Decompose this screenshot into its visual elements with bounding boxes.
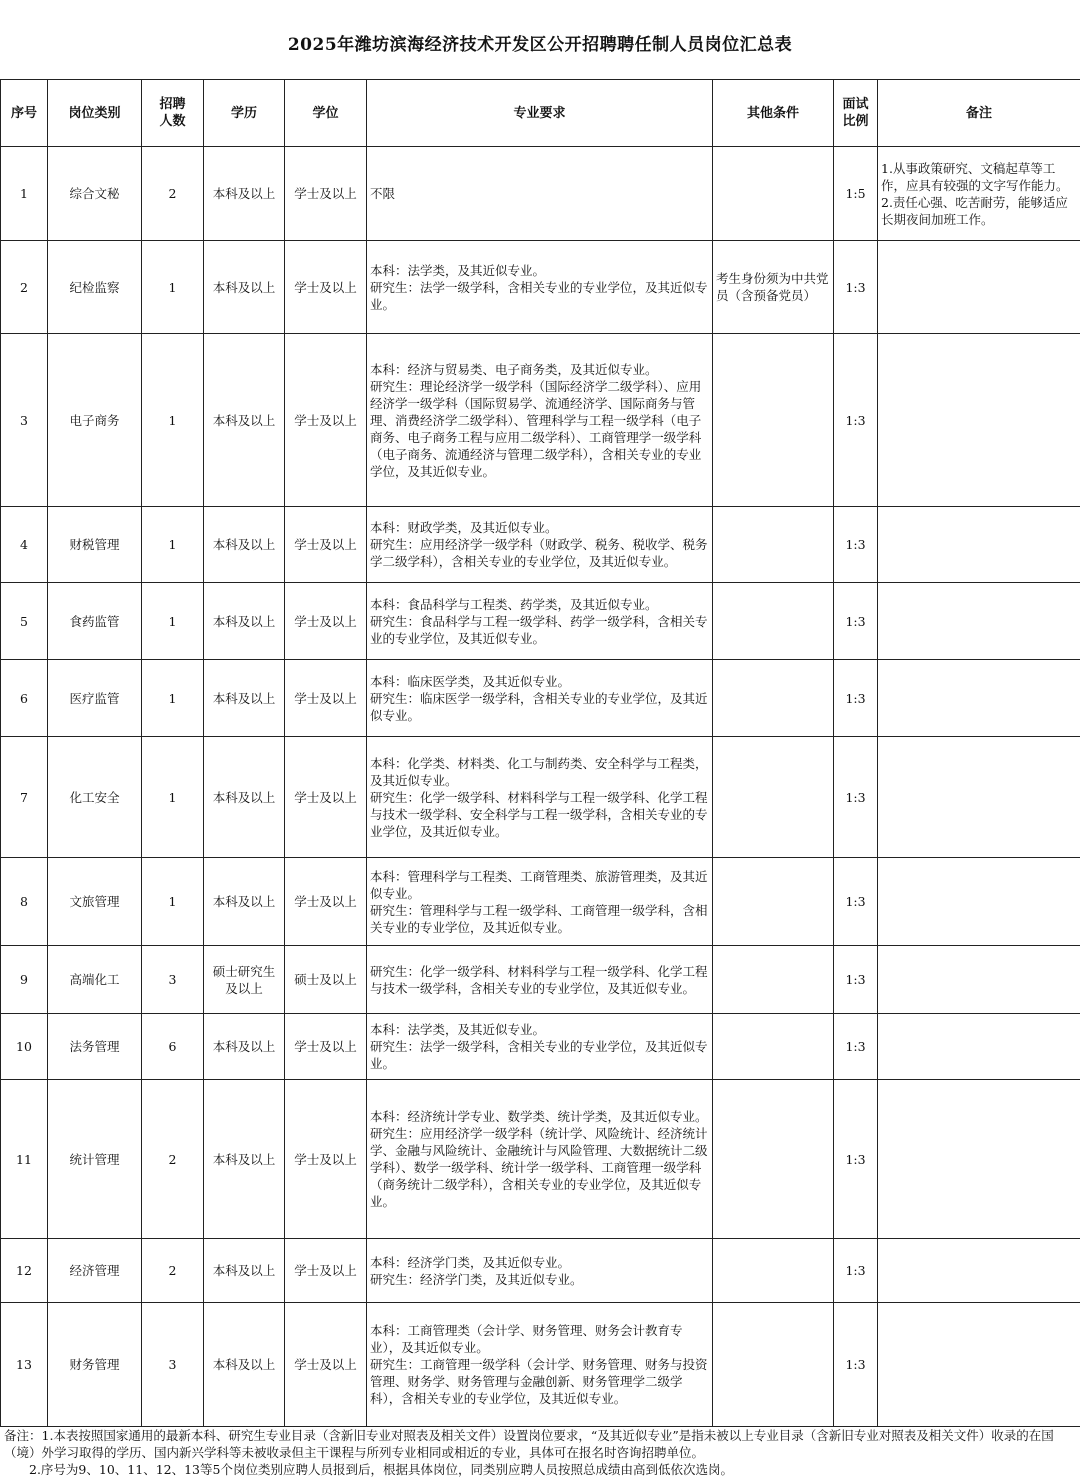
cell-ratio: 1:3: [834, 334, 878, 507]
cell-ratio: 1:3: [834, 1239, 878, 1303]
table-row: [1, 1080, 1080, 1239]
cell-category: 综合文秘: [48, 147, 142, 241]
table-row: [1, 1239, 1080, 1303]
cell-seq: 1: [1, 147, 48, 241]
cell-major: 本科：法学类，及其近似专业。 研究生：法学一级学科，含相关专业的专业学位，及其近似专业。: [367, 241, 713, 334]
table-row: [1, 583, 1080, 660]
table-row: [1, 858, 1080, 946]
cell-education: 本科及以上: [204, 1303, 285, 1427]
cell-other: [713, 1014, 834, 1080]
cell-remark: [878, 507, 1080, 583]
cell-other: [713, 737, 834, 858]
cell-degree: 学士及以上: [285, 1303, 367, 1427]
cell-other: [713, 1239, 834, 1303]
cell-category: 纪检监察: [48, 241, 142, 334]
cell-category: 食药监管: [48, 583, 142, 660]
cell-category: 文旅管理: [48, 858, 142, 946]
cell-degree: 硕士及以上: [285, 946, 367, 1014]
cell-ratio: 1:3: [834, 241, 878, 334]
cell-remark: 1.从事政策研究、文稿起草等工作，应具有较强的文字写作能力。 2.责任心强、吃苦耐劳，能够适应长期夜间加班工作。: [878, 147, 1080, 241]
cell-major: 本科：化学类、材料类、化工与制药类、安全科学与工程类，及其近似专业。 研究生：化学一级学科、材料科学与工程一级学科、化学工程与技术一级学科、安全科学与工程一级学科，含相关专业的专业学位，及其近似专业。: [367, 737, 713, 858]
table-body: [1, 147, 1080, 1427]
header-category: 岗位类别: [48, 80, 142, 147]
cell-major: 本科：经济统计学专业、数学类、统计学类，及其近似专业。 研究生：应用经济学一级学科（统计学、风险统计、经济统计学、金融与风险统计、金融统计与风险管理、大数据统计二级学科）、数学一级学科、统计学一级学科、工商管理一级学科（商务统计二级学科），含相关专业的专业学位，及其近似专业。: [367, 1080, 713, 1239]
cell-education: 本科及以上: [204, 507, 285, 583]
cell-seq: 5: [1, 583, 48, 660]
footnotes: [4, 1427, 1076, 1478]
cell-major: 本科：管理科学与工程类、工商管理类、旅游管理类，及其近似专业。 研究生：管理科学与工程一级学科、工商管理一级学科，含相关专业的专业学位，及其近似专业。: [367, 858, 713, 946]
page-title: 2025年潍坊滨海经济技术开发区公开招聘聘任制人员岗位汇总表: [287, 35, 793, 55]
cell-other: [713, 334, 834, 507]
cell-ratio: 1:3: [834, 660, 878, 737]
header-education: 学历: [204, 80, 285, 147]
cell-count: 1: [142, 737, 204, 858]
cell-category: 化工安全: [48, 737, 142, 858]
header-other: 其他条件: [713, 80, 834, 147]
cell-remark: [878, 1014, 1080, 1080]
table-row: [1, 241, 1080, 334]
cell-count: 6: [142, 1014, 204, 1080]
cell-ratio: 1:3: [834, 858, 878, 946]
cell-degree: 学士及以上: [285, 858, 367, 946]
cell-ratio: 1:5: [834, 147, 878, 241]
cell-degree: 学士及以上: [285, 241, 367, 334]
cell-major: 本科：经济学门类，及其近似专业。 研究生：经济学门类，及其近似专业。: [367, 1239, 713, 1303]
cell-count: 1: [142, 507, 204, 583]
cell-other: [713, 1080, 834, 1239]
cell-category: 财务管理: [48, 1303, 142, 1427]
cell-education: 本科及以上: [204, 241, 285, 334]
cell-ratio: 1:3: [834, 1014, 878, 1080]
cell-count: 1: [142, 583, 204, 660]
cell-education: 本科及以上: [204, 147, 285, 241]
cell-count: 3: [142, 1303, 204, 1427]
cell-degree: 学士及以上: [285, 1014, 367, 1080]
table-row: [1, 737, 1080, 858]
cell-remark: [878, 1303, 1080, 1427]
cell-seq: 7: [1, 737, 48, 858]
cell-count: 1: [142, 858, 204, 946]
cell-ratio: 1:3: [834, 507, 878, 583]
header-major: 专业要求: [367, 80, 713, 147]
footnote-1: 备注：1.本表按照国家通用的最新本科、研究生专业目录（含新旧专业对照表及相关文件）设置岗位要求，“及其近似专业”是指未被以上专业目录（含新旧专业对照表及相关文件）收录的在国（境）外学习取得的学历、国内新兴学科等未被收录但主干课程与所列专业相同或相近的专业，具体可在报名时咨询招聘单位。: [4, 1428, 1054, 1460]
table-header-row: [1, 80, 1080, 147]
cell-seq: 3: [1, 334, 48, 507]
header-remark: 备注: [878, 80, 1080, 147]
footnote-2: 2.序号为9、10、11、12、13等5个岗位类别应聘人员报到后，根据具体岗位，同类别应聘人员按照总成绩由高到低依次选岗。: [4, 1462, 733, 1477]
cell-other: [713, 858, 834, 946]
cell-count: 1: [142, 660, 204, 737]
cell-education: 本科及以上: [204, 737, 285, 858]
header-seq: 序号: [1, 80, 48, 147]
cell-degree: 学士及以上: [285, 147, 367, 241]
cell-seq: 10: [1, 1014, 48, 1080]
cell-seq: 6: [1, 660, 48, 737]
positions-table: [0, 79, 1080, 1427]
cell-ratio: 1:3: [834, 737, 878, 858]
cell-seq: 9: [1, 946, 48, 1014]
cell-seq: 12: [1, 1239, 48, 1303]
cell-ratio: 1:3: [834, 1303, 878, 1427]
cell-category: 经济管理: [48, 1239, 142, 1303]
cell-seq: 2: [1, 241, 48, 334]
cell-count: 2: [142, 1080, 204, 1239]
cell-education: 本科及以上: [204, 1239, 285, 1303]
cell-remark: [878, 583, 1080, 660]
cell-other: [713, 946, 834, 1014]
cell-count: 2: [142, 1239, 204, 1303]
cell-category: 电子商务: [48, 334, 142, 507]
cell-degree: 学士及以上: [285, 583, 367, 660]
table-row: [1, 660, 1080, 737]
cell-seq: 11: [1, 1080, 48, 1239]
cell-degree: 学士及以上: [285, 334, 367, 507]
cell-ratio: 1:3: [834, 1080, 878, 1239]
cell-seq: 4: [1, 507, 48, 583]
cell-count: 1: [142, 241, 204, 334]
table-row: [1, 507, 1080, 583]
table-row: [1, 334, 1080, 507]
cell-remark: [878, 1239, 1080, 1303]
cell-remark: [878, 858, 1080, 946]
cell-ratio: 1:3: [834, 583, 878, 660]
cell-major: 本科：食品科学与工程类、药学类，及其近似专业。 研究生：食品科学与工程一级学科、药学一级学科，含相关专业的专业学位，及其近似专业。: [367, 583, 713, 660]
cell-major: 本科：经济与贸易类、电子商务类，及其近似专业。 研究生：理论经济学一级学科（国际经济学二级学科）、应用经济学一级学科（国际贸易学、流通经济学、国际商务与管理、消费经济学二级学科）、管理科学与工程一级学科（电子商务、电子商务工程与应用二级学科）、工商管理学一级学科（电子商务、流通经济与管理二级学科），含相关专业的专业学位，及其近似专业。: [367, 334, 713, 507]
table-row: [1, 1303, 1080, 1427]
cell-other: [713, 583, 834, 660]
cell-education: 硕士研究生及以上: [204, 946, 285, 1014]
cell-major: 不限: [367, 147, 713, 241]
cell-degree: 学士及以上: [285, 660, 367, 737]
cell-category: 财税管理: [48, 507, 142, 583]
cell-remark: [878, 241, 1080, 334]
cell-remark: [878, 660, 1080, 737]
table-row: [1, 147, 1080, 241]
cell-major: 本科：财政学类，及其近似专业。 研究生：应用经济学一级学科（财政学、税务、税收学、税务学二级学科），含相关专业的专业学位，及其近似专业。: [367, 507, 713, 583]
cell-education: 本科及以上: [204, 583, 285, 660]
cell-major: 本科：法学类，及其近似专业。 研究生：法学一级学科，含相关专业的专业学位，及其近似专业。: [367, 1014, 713, 1080]
cell-education: 本科及以上: [204, 660, 285, 737]
cell-degree: 学士及以上: [285, 737, 367, 858]
cell-other: [713, 1303, 834, 1427]
cell-count: 2: [142, 147, 204, 241]
cell-ratio: 1:3: [834, 946, 878, 1014]
header-degree: 学位: [285, 80, 367, 147]
table-row: [1, 946, 1080, 1014]
cell-other: 考生身份须为中共党员（含预备党员）: [713, 241, 834, 334]
cell-count: 3: [142, 946, 204, 1014]
cell-education: 本科及以上: [204, 858, 285, 946]
cell-degree: 学士及以上: [285, 507, 367, 583]
table-row: [1, 1014, 1080, 1080]
cell-degree: 学士及以上: [285, 1080, 367, 1239]
cell-remark: [878, 946, 1080, 1014]
cell-category: 医疗监管: [48, 660, 142, 737]
cell-other: [713, 147, 834, 241]
cell-remark: [878, 737, 1080, 858]
cell-category: 法务管理: [48, 1014, 142, 1080]
cell-major: 本科：临床医学类，及其近似专业。 研究生：临床医学一级学科，含相关专业的专业学位，及其近似专业。: [367, 660, 713, 737]
cell-major: 本科：工商管理类（会计学、财务管理、财务会计教育专业），及其近似专业。 研究生：工商管理一级学科（会计学、财务管理、财务与投资管理、财务学、财务管理与金融创新、财务管理学二级学科），含相关专业的专业学位，及其近似专业。: [367, 1303, 713, 1427]
cell-category: 统计管理: [48, 1080, 142, 1239]
cell-other: [713, 660, 834, 737]
cell-other: [713, 507, 834, 583]
cell-education: 本科及以上: [204, 1014, 285, 1080]
cell-category: 高端化工: [48, 946, 142, 1014]
cell-education: 本科及以上: [204, 334, 285, 507]
header-count: 招聘 人数: [142, 80, 204, 147]
cell-degree: 学士及以上: [285, 1239, 367, 1303]
cell-major: 研究生：化学一级学科、材料科学与工程一级学科、化学工程与技术一级学科，含相关专业的专业学位，及其近似专业。: [367, 946, 713, 1014]
cell-remark: [878, 1080, 1080, 1239]
header-ratio: 面试 比例: [834, 80, 878, 147]
cell-count: 1: [142, 334, 204, 507]
cell-seq: 13: [1, 1303, 48, 1427]
cell-remark: [878, 334, 1080, 507]
cell-seq: 8: [1, 858, 48, 946]
cell-education: 本科及以上: [204, 1080, 285, 1239]
